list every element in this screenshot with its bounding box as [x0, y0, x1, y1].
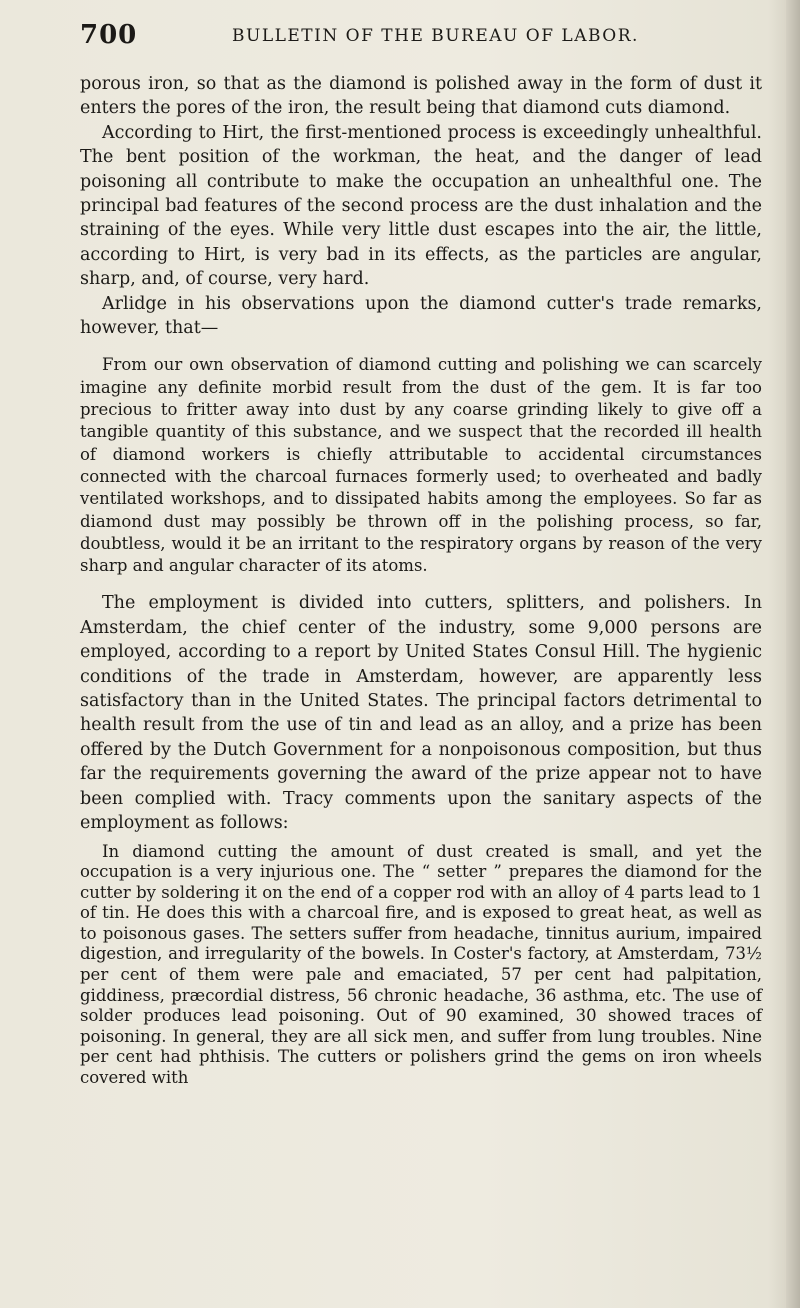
page-header	[80, 20, 760, 56]
paragraph-continuation: porous iron, so that as the diamond is polished away in the form of dust it enters the pores of the iron, the result being that diamond cuts diamond.	[80, 74, 762, 119]
paragraph-employment: The employment is divided into cutters, splitters, and polishers. In Amsterdam, the chief center of the industry, some 9,000 persons are employed, according to a report by United States Consul Hill. The hygienic conditions of the trade in Amsterdam, however, are apparently less satisfactory than in the United States. The principal factors detrimental to health result from the use of tin and lead as an alloy, and a prize has been offered by the Dutch Government for a nonpoisonous composition, but thus far the requirements governing the award of the prize appear not to have been complied with. Tracy comments upon the sanitary aspects of the employment as follows:	[80, 593, 762, 834]
body-text	[80, 72, 762, 1089]
quote-arlidge: From our own observation of diamond cutting and polishing we can scarcely imagine any definite morbid result from the dust of the gem. It is far too precious to fritter away into dust by any coarse grinding likely to give off a tangible quantity of this substance, and we suspect that the recorded ill health of diamond workers is chiefly attributable to accidental circumstances connected with the charcoal furnaces formerly used; to overheated and badly ventilated workshops, and to dissipated habits among the employees. So far as diamond dust may possibly be thrown off in the polishing process, so far, doubtless, would it be an irritant to the respiratory organs by reason of the very sharp and angular character of its atoms.	[80, 355, 762, 576]
page-number: 700	[80, 20, 138, 50]
running-head: BULLETIN OF THE BUREAU OF LABOR.	[232, 26, 639, 46]
quote-tracy: In diamond cutting the amount of dust created is small, and yet the occupation is a very injurious one. The “ setter ” prepares the diamond for the cutter by soldering it on the end of a copper rod with an alloy of 4 parts lead to 1 of tin. He does this with a charcoal fire, and is exposed to great heat, as well as to poisonous gases. The setters suffer from headache, tinnitus aurium, impaired digestion, and irregularity of the bowels. In Coster's factory, at Amsterdam, 73½ per cent of them were pale and emaciated, 57 per cent had palpitation, giddiness, præcordial distress, 56 chronic headache, 36 asthma, etc. The use of solder produces lead poisoning. Out of 90 examined, 30 showed traces of poisoning. In general, they are all sick men, and suffer from lung troubles. Nine per cent had phthisis. The cutters or polishers grind the gems on iron wheels covered with	[80, 841, 762, 1088]
paragraph-arlidge: Arlidge in his observations upon the diamond cutter's trade remarks, however, that—	[80, 293, 762, 339]
page-edge-shadow	[786, 0, 800, 1308]
paragraph-hirt: According to Hirt, the first-mentioned process is exceedingly unhealthful. The bent position of the workman, the heat, and the danger of lead poisoning all contribute to make the occupation an unhealthful one. The principal bad features of the second process are the dust inhalation and the straining of the eyes. While very little dust escapes into the air, the little, according to Hirt, is very bad in its effects, as the particles are angular, sharp, and, of course, very hard.	[80, 122, 762, 290]
